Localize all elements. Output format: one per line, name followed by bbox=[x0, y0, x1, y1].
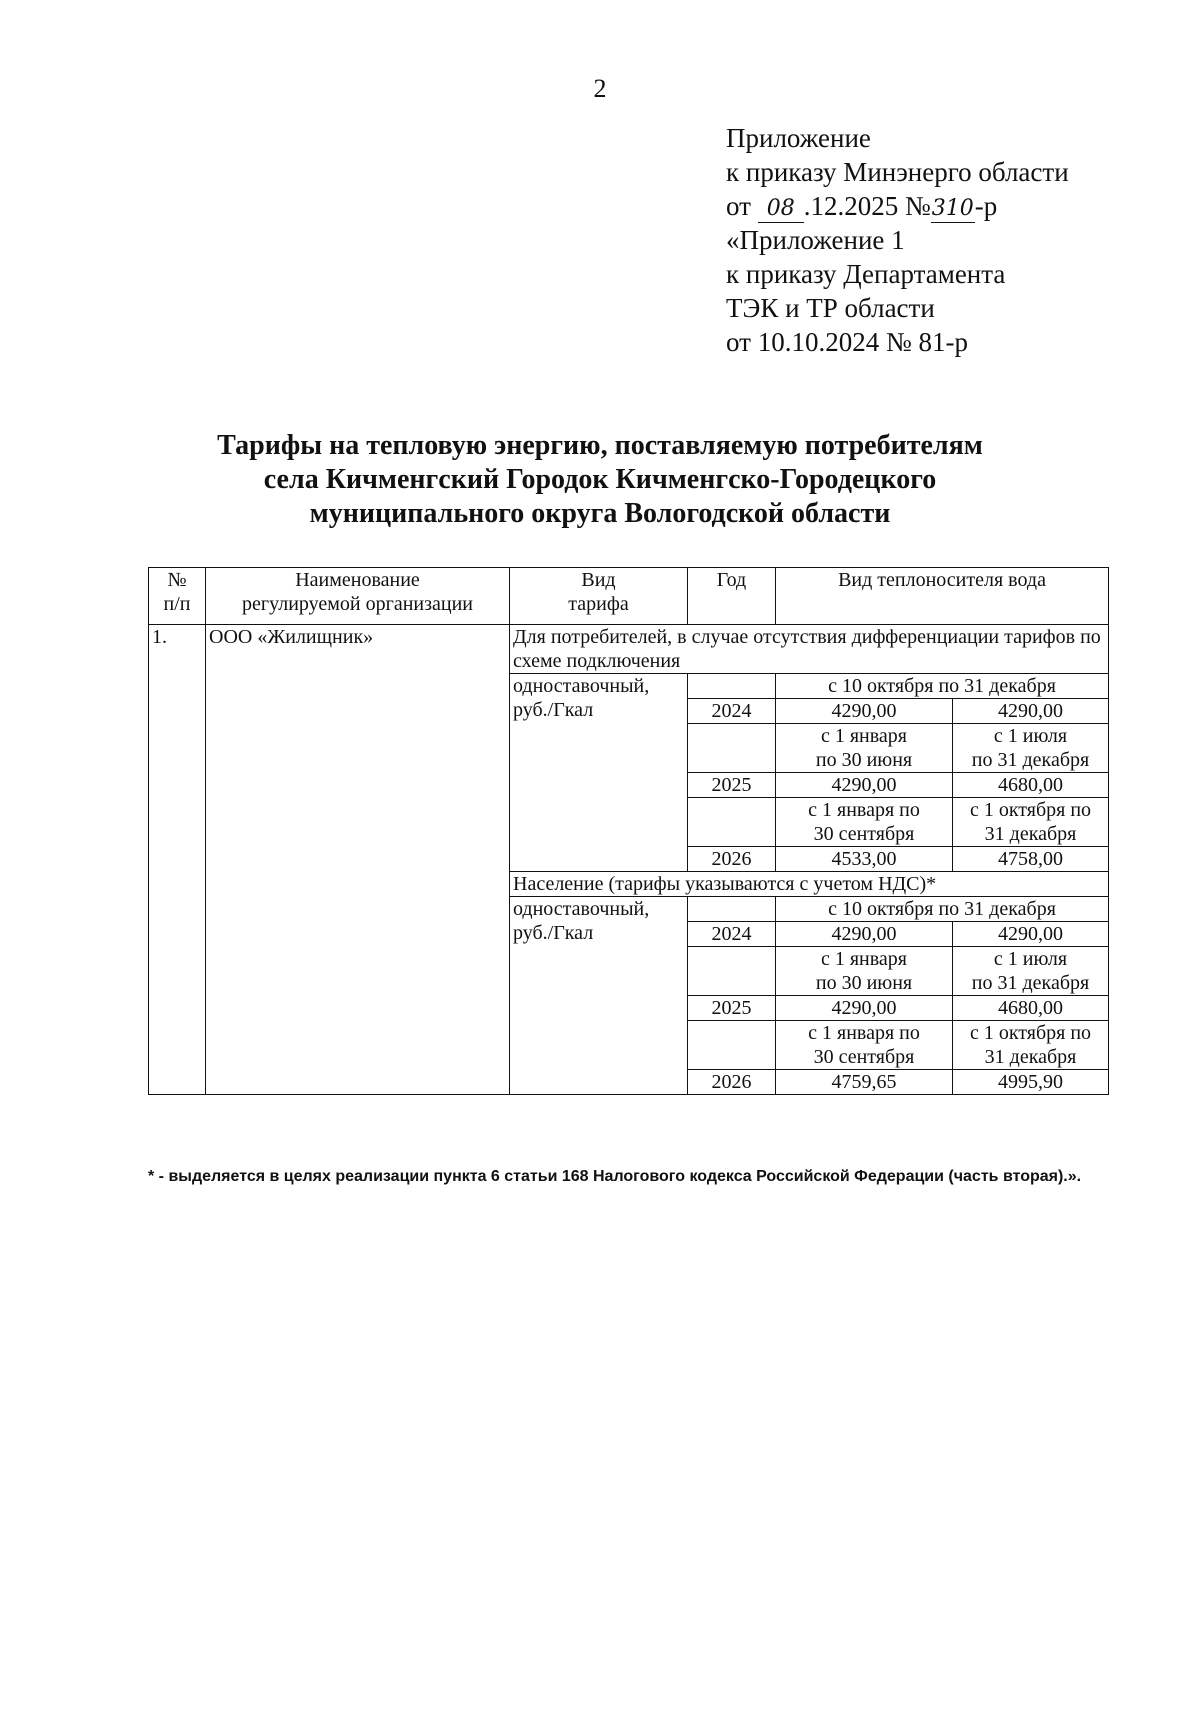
value-cell: 4758,00 bbox=[953, 847, 1109, 872]
period-text: 30 сентября bbox=[813, 823, 915, 845]
value-cell: 4290,00 bbox=[953, 699, 1109, 724]
document-title bbox=[0, 429, 1200, 531]
period-text: с 1 июля bbox=[993, 948, 1068, 970]
tariff-type-text: руб./Гкал bbox=[513, 699, 594, 721]
value-cell: 4533,00 bbox=[776, 847, 953, 872]
header-text: № bbox=[167, 569, 187, 591]
value-cell: 4290,00 bbox=[776, 996, 953, 1021]
header-text: п/п bbox=[163, 593, 191, 615]
period-cell bbox=[953, 1021, 1109, 1070]
tariff-table bbox=[148, 567, 1109, 1095]
table-row bbox=[149, 625, 1109, 674]
year-cell bbox=[688, 947, 776, 996]
period-text: с 1 января bbox=[820, 725, 908, 747]
period-text: 31 декабря bbox=[984, 823, 1077, 845]
value-cell: 4290,00 bbox=[953, 922, 1109, 947]
group-title: Для потребителей, в случае отсутствия дифференциации тарифов по схеме подключения bbox=[510, 625, 1109, 674]
year-cell bbox=[688, 897, 776, 922]
page-number: 2 bbox=[593, 74, 607, 103]
header-carrier: Вид теплоносителя вода bbox=[776, 568, 1109, 625]
period-cell bbox=[776, 798, 953, 847]
year-cell: 2026 bbox=[688, 1070, 776, 1095]
period-cell bbox=[776, 1021, 953, 1070]
value-cell: 4290,00 bbox=[776, 699, 953, 724]
header-number bbox=[149, 568, 206, 625]
period-text: с 1 июля bbox=[993, 725, 1068, 747]
header-line: к приказу Департамента bbox=[726, 259, 1006, 289]
period-cell bbox=[776, 724, 953, 773]
header-line3-prefix: от bbox=[726, 191, 758, 221]
value-cell: 4995,90 bbox=[953, 1070, 1109, 1095]
header-line: к приказу Минэнерго области bbox=[726, 157, 1069, 187]
header-year: Год bbox=[688, 568, 776, 625]
tariff-type bbox=[510, 674, 688, 872]
title-line: села Кичменгский Городок Кичменгско-Городецкого bbox=[263, 464, 937, 495]
handwritten-day: 08 bbox=[758, 196, 804, 223]
period-text: с 1 января по bbox=[808, 1022, 920, 1044]
header-line: от 10.10.2024 № 81-р bbox=[726, 327, 968, 357]
period-text: по 30 июня bbox=[815, 972, 913, 994]
group-title: Население (тарифы указываются с учетом НДС)* bbox=[510, 872, 1109, 897]
organization-name: ООО «Жилищник» bbox=[206, 625, 510, 1095]
title-line: муниципального округа Вологодской области bbox=[309, 498, 891, 529]
year-cell: 2024 bbox=[688, 922, 776, 947]
header-text: тарифа bbox=[568, 593, 629, 615]
value-cell: 4680,00 bbox=[953, 996, 1109, 1021]
period-text: с 1 октября по bbox=[969, 1022, 1092, 1044]
row-number: 1. bbox=[149, 625, 206, 1095]
period-text: с 1 января bbox=[820, 948, 908, 970]
period-cell: с 10 октября по 31 декабря bbox=[776, 674, 1109, 699]
year-cell: 2024 bbox=[688, 699, 776, 724]
handwritten-order-number: 310 bbox=[931, 196, 974, 221]
year-cell: 2025 bbox=[688, 996, 776, 1021]
value-cell: 4759,65 bbox=[776, 1070, 953, 1095]
period-cell bbox=[953, 724, 1109, 773]
header-organization bbox=[206, 568, 510, 625]
tariff-type bbox=[510, 897, 688, 1095]
year-cell: 2026 bbox=[688, 847, 776, 872]
table-header-row bbox=[149, 568, 1109, 625]
period-text: 30 сентября bbox=[813, 1046, 915, 1068]
value-cell: 4680,00 bbox=[953, 773, 1109, 798]
period-text: 31 декабря bbox=[984, 1046, 1077, 1068]
header-line3-suffix: -р bbox=[974, 191, 998, 221]
value-cell: 4290,00 bbox=[776, 773, 953, 798]
year-cell bbox=[688, 798, 776, 847]
period-text: с 1 октября по bbox=[969, 799, 1092, 821]
header-tariff-type bbox=[510, 568, 688, 625]
period-text: с 1 января по bbox=[808, 799, 920, 821]
period-cell bbox=[776, 947, 953, 996]
year-cell bbox=[688, 724, 776, 773]
year-cell: 2025 bbox=[688, 773, 776, 798]
tariff-type-text: руб./Гкал bbox=[513, 922, 594, 944]
year-cell bbox=[688, 674, 776, 699]
value-cell: 4290,00 bbox=[776, 922, 953, 947]
tariff-type-text: одноставочный, bbox=[513, 675, 650, 697]
appendix-header bbox=[726, 121, 1069, 359]
period-text: по 31 декабря bbox=[971, 972, 1090, 994]
header-text: регулируемой организации bbox=[242, 593, 473, 615]
tariff-type-text: одноставочный, bbox=[513, 898, 650, 920]
period-cell bbox=[953, 947, 1109, 996]
header-text: Наименование bbox=[295, 569, 420, 591]
header-order-line bbox=[726, 189, 1069, 223]
period-cell bbox=[953, 798, 1109, 847]
header-line3-mid: .12.2025 № bbox=[803, 191, 931, 221]
header-line: Приложение bbox=[726, 123, 871, 153]
footnote: * - выделяется в целях реализации пункта 6 статьи 168 Налогового кодекса Российской Федерации (часть вторая).». bbox=[148, 1168, 1082, 1185]
period-text: по 30 июня bbox=[815, 749, 913, 771]
header-line: «Приложение 1 bbox=[726, 225, 905, 255]
period-cell: с 10 октября по 31 декабря bbox=[776, 897, 1109, 922]
header-text: Вид bbox=[581, 569, 616, 591]
title-line: Тарифы на тепловую энергию, поставляемую потребителям bbox=[217, 430, 983, 461]
header-line: ТЭК и ТР области bbox=[726, 293, 935, 323]
year-cell bbox=[688, 1021, 776, 1070]
period-text: по 31 декабря bbox=[971, 749, 1090, 771]
